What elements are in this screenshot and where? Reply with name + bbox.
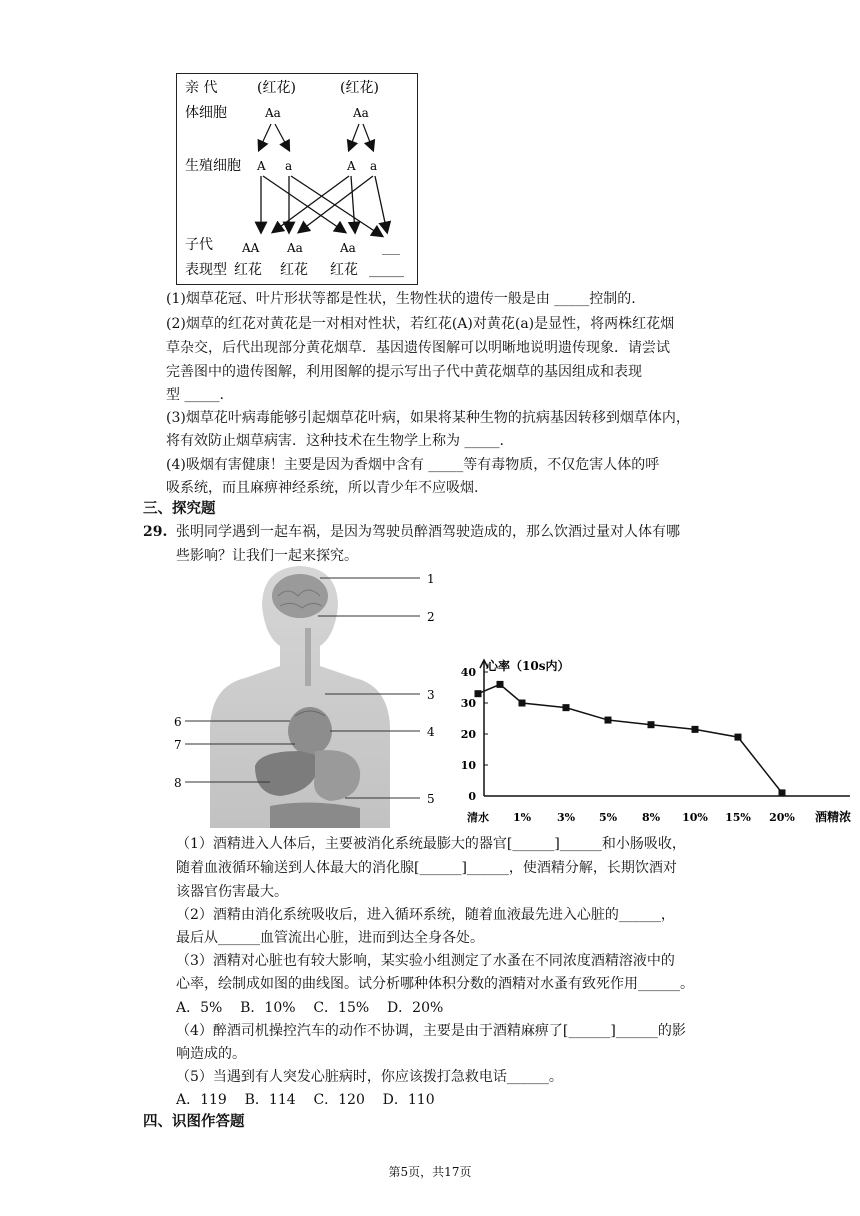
body-label-2: 2 [427,610,435,624]
data-point [779,789,786,796]
q29-stem-line2: 些影响？让我们一起来探究。 [176,548,358,564]
q29-s1-line3: 该器官伤害最大。 [176,884,288,900]
body-label-7: 7 [174,738,182,752]
x-tick-label: 1% [512,811,532,824]
q28-part4-line2: 吸系统，而且麻痹神经系统，所以青少年不应吸烟. [166,480,479,496]
genetics-svg [177,74,417,284]
x-tick-label: 3% [556,811,576,824]
parent-2: (红花) [340,80,379,96]
offspring-3: Aa [340,241,356,255]
label-body-cells: 体细胞 [185,105,227,121]
body-label-8: 8 [174,776,182,790]
human-body-svg [170,566,440,828]
x-axis-label: 酒精浓 [815,810,852,824]
human-body-diagram [170,566,440,828]
genetics-diagram [176,73,418,285]
body-label-1: 1 [427,572,435,586]
offspring-1: AA [242,241,260,255]
page-footer: 第5页，共17页 [388,1165,472,1179]
gamete-3: A [347,159,356,173]
q28-part2-line1: (2)烟草的红花对黄花是一对相对性状，若红花(A)对黄花(a)是显性，将两株红花烟 [166,316,675,332]
data-point [735,734,742,741]
data-point [497,681,504,688]
offspring-2: Aa [287,241,303,255]
gamete-4: a [370,159,378,173]
q28-part4-line1: (4)吸烟有害健康！主要是因为香烟中含有 _____等有毒物质，不仅危害人体的呼 [166,457,660,473]
q29-stem-line1: 张明同学遇到一起车祸，是因为驾驶员醉酒驾驶造成的，那么饮酒过量对人体有哪 [176,524,680,540]
body-label-6: 6 [174,715,182,729]
section-3-heading: 三、探究题 [143,500,216,517]
x-tick-label: 15% [725,811,751,824]
data-point [563,704,570,711]
x-tick-label: 8% [641,811,661,824]
body-gene-1: Aa [265,106,281,120]
q28-part1: (1)烟草花冠、叶片形状等都是性状，生物性状的遗传一般是由 _____控制的. [166,291,636,307]
heart-rate-svg [450,655,860,835]
q29-s5-line1: （5）当遇到有人突发心脏病时，你应该拨打急救电话______。 [176,1069,563,1085]
phenotype-3: 红花 [330,262,358,278]
q29-s2-line1: （2）酒精由消化系统吸收后，进入循环系统，随着血液最先进入心脏的______， [176,907,675,923]
phenotype-4-blank: _____ [369,262,404,278]
x-tick-label: 清水 [467,811,489,824]
section-4-heading: 四、识图作答题 [143,1113,245,1130]
y-tick-label: 10 [460,759,476,772]
y-axis-label: 心率（10s内） [486,659,570,673]
heart-rate-chart [450,655,860,835]
data-point [605,717,612,724]
offspring-4-blank: ___ [382,241,400,255]
q28-part2-line4: 型 _____. [166,387,224,403]
body-label-5: 5 [427,792,435,806]
body-gene-2: Aa [353,106,369,120]
q29-s4-line2: 响造成的。 [176,1046,246,1062]
q28-part2-line2: 草杂交，后代出现部分黄花烟草．基因遗传图解可以明晰地说明遗传现象．请尝试 [166,340,670,356]
body-label-4: 4 [427,725,435,739]
q29-s5-options: A．119 B．114 C．120 D．110 [176,1092,435,1108]
q29-s4-line1: （4）醉酒司机操控汽车的动作不协调，主要是由于酒精麻痹了[______]______的影 [176,1023,686,1039]
gamete-1: A [257,159,266,173]
q29-s3-line2: 心率，绘制成如图的曲线图。试分析哪种体积分数的酒精对水蚤有致死作用______。 [176,976,694,992]
label-germ-cells: 生殖细胞 [185,158,241,174]
data-point [475,690,482,697]
x-tick-label: 5% [598,811,618,824]
phenotype-2: 红花 [280,262,308,278]
q29-s1-line1: （1）酒精进入人体后，主要被消化系统最膨大的器官[______]______和小肠吸收， [176,836,686,852]
q28-part2-line3: 完善图中的遗传图解，利用图解的提示写出子代中黄花烟草的基因组成和表现 [166,364,642,380]
q29-s1-line2: 随着血液循环输送到人体最大的消化腺[______]______，使酒精分解，长期饮酒对 [176,860,677,876]
y-tick-label: 40 [460,666,476,679]
q28-part3-line2: 将有效防止烟草病害．这种技术在生物学上称为 _____. [166,433,504,449]
q29-number: 29. [143,524,168,540]
label-phenotype: 表现型 [185,262,227,278]
label-offspring: 子代 [185,237,213,253]
x-tick-label: 20% [769,811,795,824]
y-tick-label: 0 [468,790,476,803]
label-parents: 亲 代 [185,80,218,96]
parent-1: (红花) [257,80,296,96]
y-tick-label: 30 [460,697,476,710]
q29-s3-line1: （3）酒精对心脏也有较大影响，某实验小组测定了水蚤在不同浓度酒精溶液中的 [176,953,675,969]
x-tick-label: 10% [682,811,708,824]
q28-part3-line1: (3)烟草花叶病毒能够引起烟草花叶病，如果将某种生物的抗病基因转移到烟草体内， [166,410,690,426]
q29-s2-line2: 最后从______血管流出心脏，进而到达全身各处。 [176,930,484,946]
gamete-2: a [285,159,293,173]
y-tick-label: 20 [460,728,476,741]
body-label-3: 3 [427,688,435,702]
data-point [648,721,655,728]
data-point [692,726,699,733]
data-point [519,700,526,707]
phenotype-1: 红花 [234,262,262,278]
q29-s3-options: A．5% B．10% C．15% D．20% [176,1000,444,1016]
